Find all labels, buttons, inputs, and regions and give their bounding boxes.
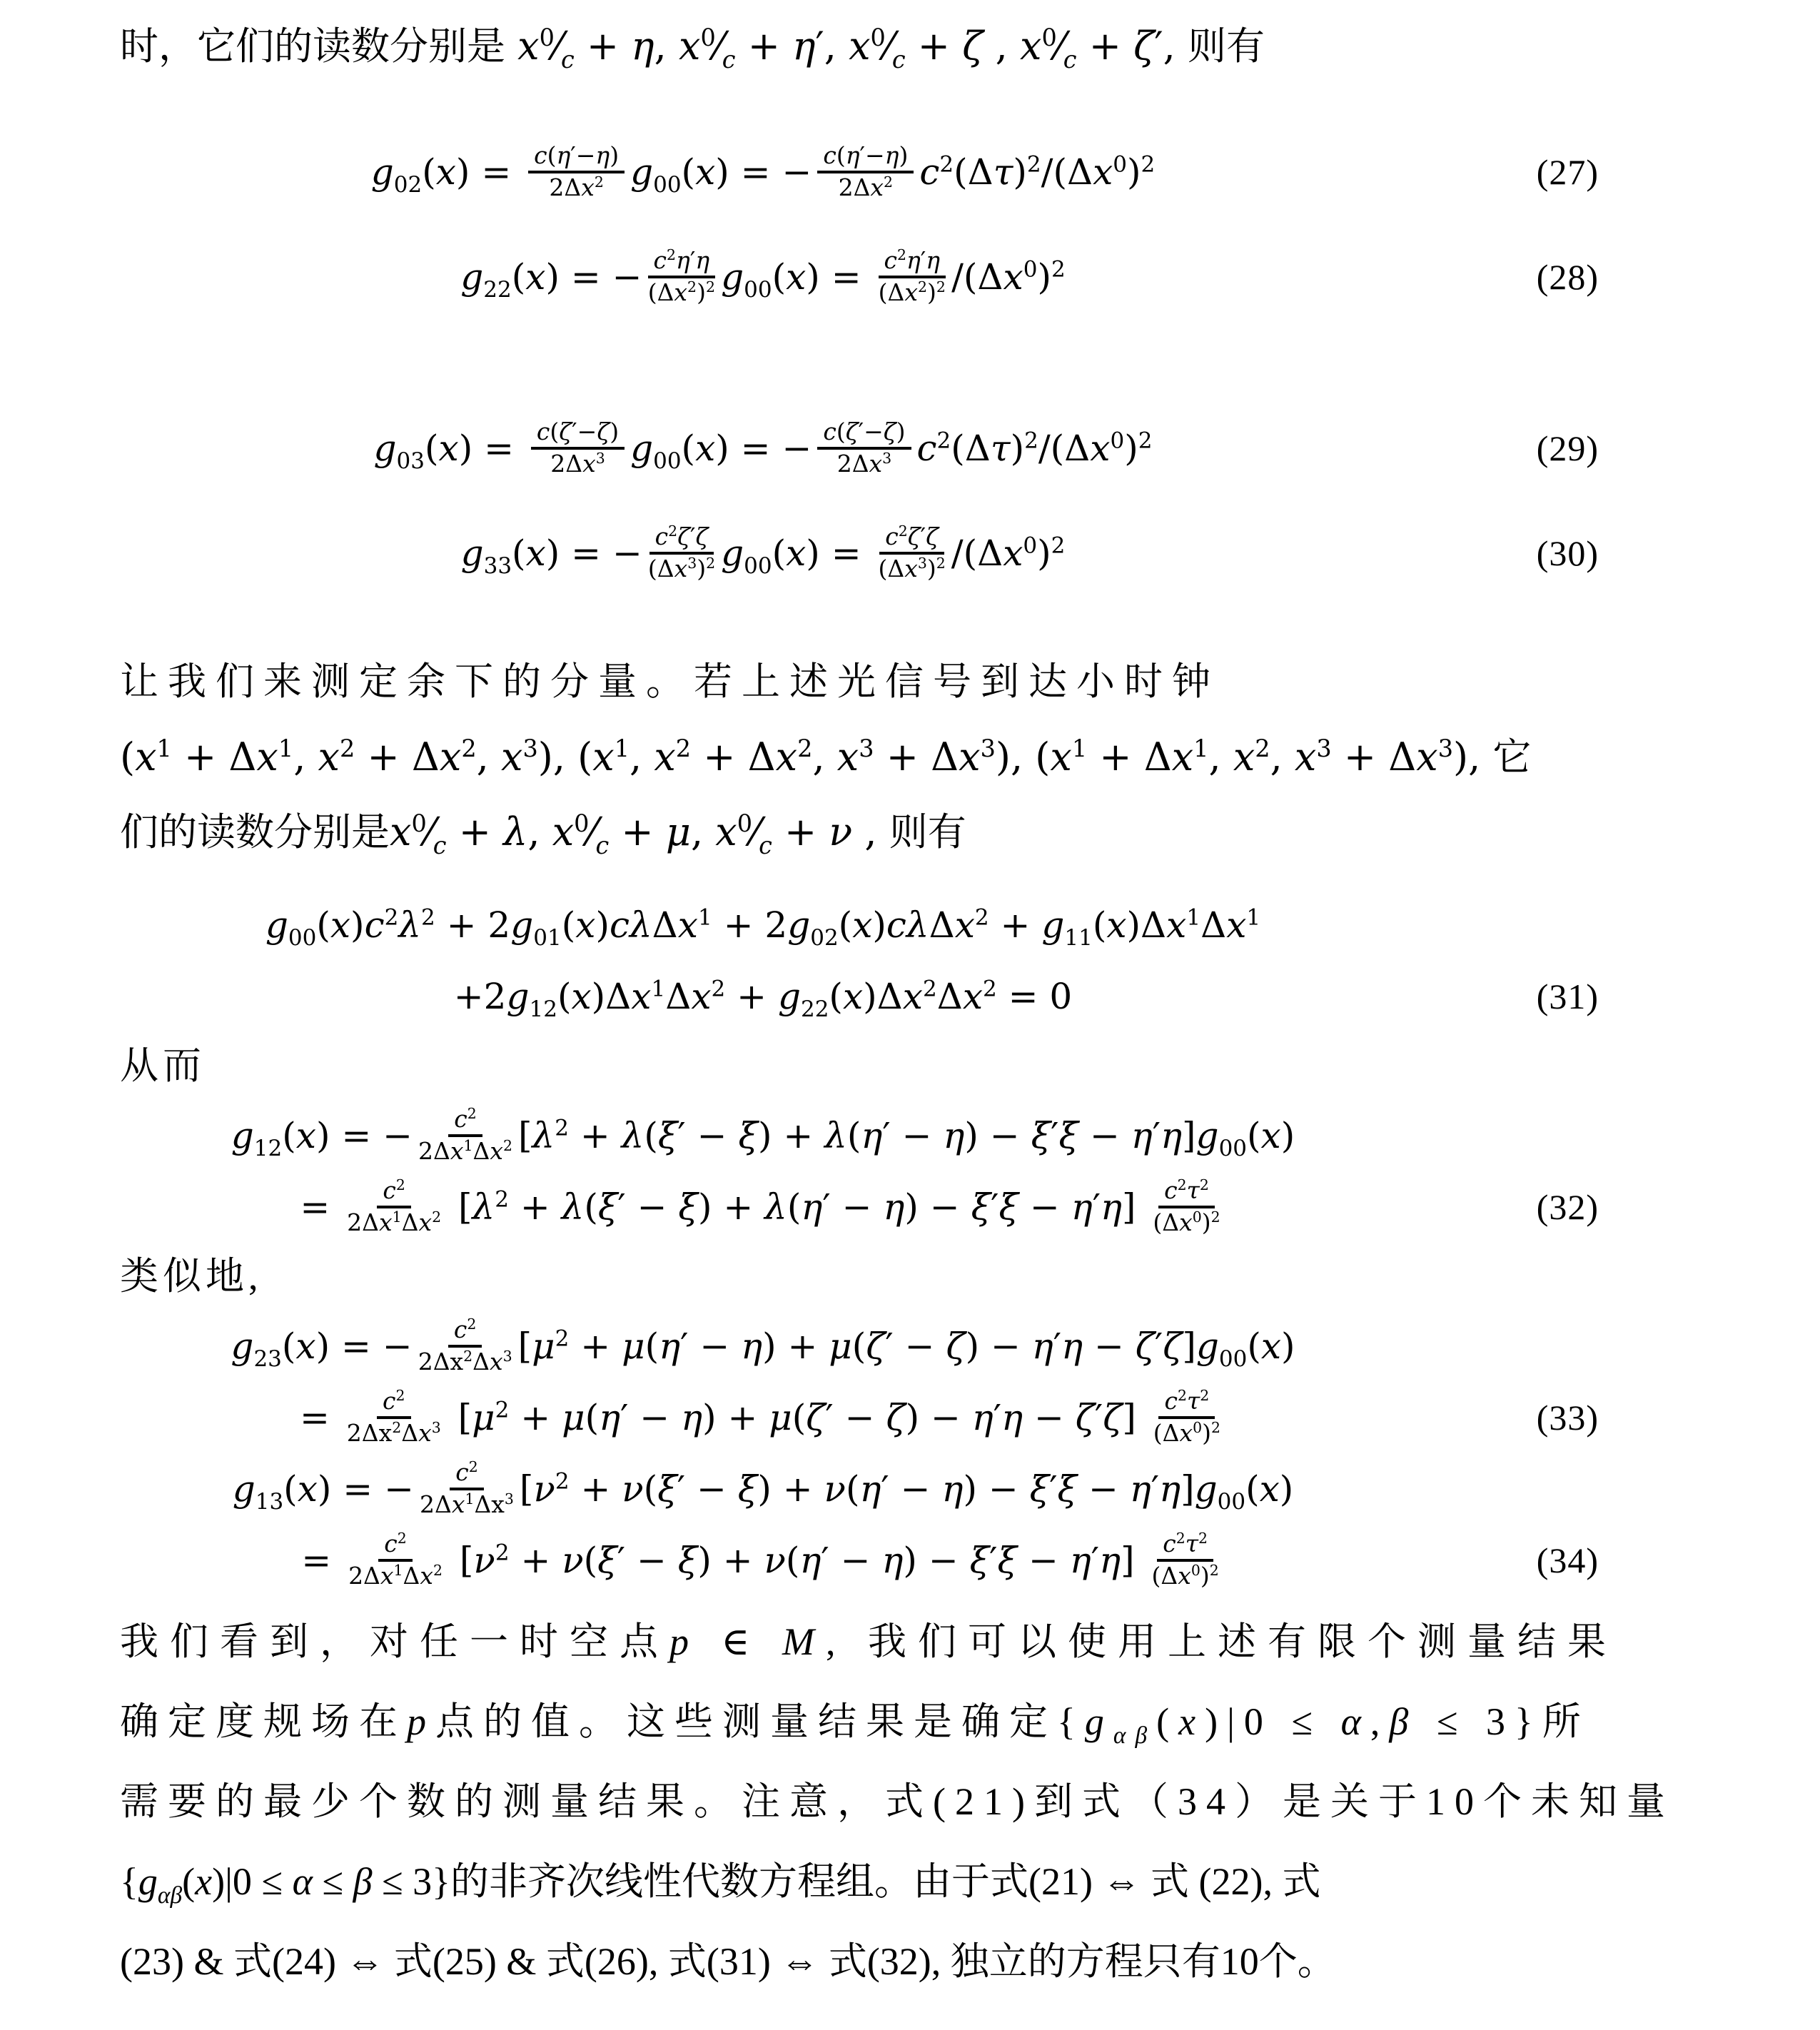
equation-27-number: (27) xyxy=(1536,152,1599,192)
equation-34 xyxy=(120,1453,1706,1596)
equation-34-number: (34) xyxy=(1536,1540,1599,1580)
equation-27-line xyxy=(120,139,1706,205)
equation-34-line-2 xyxy=(120,1525,1706,1596)
equation-30-math: $g_{33}(x)$ = − $\frac{c^2\zeta'\zeta}{(\Delta x^3)^2}$ $g_{00}(x)$ = $\frac{c^2\zeta'\zeta}{(\Delta x^3)^2}$ $/(\Delta x^0)^2$ xyxy=(460,522,1066,583)
equation-32-math-1: $g_{12}(x)$ = − $\frac{c^2}{2\Delta x^1\Delta x^2}$ $[\lambda^2 + \lambda(\xi' - \xi) + \lambda(\eta' - \eta) - \xi'\xi - \eta'\eta]g_{00}(x)$ xyxy=(231,1105,1295,1166)
equation-31-line-2 xyxy=(120,961,1706,1032)
connector-thus: 从而 xyxy=(120,1044,206,1087)
intro-line: 时，它们的读数分别是 $x^0⁄_c + \eta$, $x^0⁄_c + \eta'$, $x^0⁄_c + \zeta$ , $x^0⁄_c + \zeta'$, 则有 xyxy=(120,24,1265,74)
end-para-line-2: 确定度规场在p点的值。这些测量结果是确定$\{g_{\alpha\beta}(x)|0 \le \alpha,\beta \le 3\}$所 xyxy=(120,1700,1590,1749)
equation-34-math-2: = $\frac{c^2}{2\Delta x^1\Delta x^2}$ $[\nu^2 + \nu(\xi' - \xi) + \nu(\eta' - \eta) - \xi'\xi - \eta'\eta]$ $\frac{c^2\tau^2}{(\Delta x^0)^2}$ xyxy=(301,1530,1219,1590)
equation-32-line-2 xyxy=(120,1171,1706,1243)
equation-29-line xyxy=(120,415,1706,481)
equation-28-line xyxy=(120,244,1706,310)
equation-34-line-1 xyxy=(120,1453,1706,1525)
equation-30-line xyxy=(120,520,1706,586)
equation-32 xyxy=(120,1100,1706,1243)
equation-31-number: (31) xyxy=(1536,976,1599,1016)
equation-28 xyxy=(120,244,1706,310)
equation-28-math: $g_{22}(x)$ = − $\frac{c^2\eta'\eta}{(\Delta x^2)^2}$ $g_{00}(x)$ = $\frac{c^2\eta'\eta}{(\Delta x^2)^2}$ $/(\Delta x^0)^2$ xyxy=(460,246,1066,307)
equation-27-math: $g_{02}(x)$ = $\frac{c(\eta'-\eta)}{2\Delta x^2}$ $g_{00}(x)$ = − $\frac{c(\eta'-\eta)}{2\Delta x^2}$ $c^2(\Delta\tau)^2/(\Delta x^0)^2$ xyxy=(370,141,1156,202)
equation-31-math-2: $+2g_{12}(x)\Delta x^1\Delta x^2 + g_{22}(x)\Delta x^2\Delta x^2 = 0$ xyxy=(453,976,1073,1022)
mid-para-line-3: 们的读数分别是$x^0⁄_c + \lambda$, $x^0⁄_c + \mu$, $x^0⁄_c + \nu$ , 则有 xyxy=(120,809,966,859)
equation-33-line-2 xyxy=(120,1382,1706,1453)
paragraph-measure-remaining xyxy=(120,645,1706,869)
end-para-line-1: 我们看到，对任一时空点p ∈ M, 我们可以使用上述有限个测量结果 xyxy=(120,1620,1617,1663)
equation-33-math-2: = $\frac{c^2}{2\Delta x^2\Delta x^3}$ $[\mu^2 + \mu(\eta' - \eta) + \mu(\zeta' - \zeta) - \eta'\eta - \zeta'\zeta]$ $\frac{c^2\tau^2}{(\Delta x^0)^2}$ xyxy=(300,1387,1220,1448)
end-para-line-3: 需要的最少个数的测量结果。注意，式(21)到式（34）是关于10个未知量 xyxy=(120,1780,1674,1823)
equation-27 xyxy=(120,139,1706,205)
equation-30-number: (30) xyxy=(1536,533,1599,573)
equation-30 xyxy=(120,520,1706,586)
mid-para-line-2: ($x^1 + \Delta x^1$, $x^2 + \Delta x^2$, $x^3$), ($x^1$, $x^2 + \Delta x^2$, $x^3 + \Delta x^3$), ($x^1 + \Delta x^1$, $x^2$, $x^3 + \Delta x^3$), 它 xyxy=(120,734,1532,779)
equation-31-math-1: $g_{00}(x)c^2\lambda^2 + 2g_{01}(x)c\lambda\Delta x^1 + 2g_{02}(x)c\lambda\Delta x^2 + g_{11}(x)\Delta x^1\Delta x^1$ xyxy=(265,904,1261,951)
equation-29-number: (29) xyxy=(1536,428,1599,468)
equation-32-line-1 xyxy=(120,1100,1706,1171)
mid-para-line-1: 让我们来测定余下的分量。若上述光信号到达小时钟 xyxy=(120,660,1220,703)
equation-29-math: $g_{03}(x)$ = $\frac{c(\zeta'-\zeta)}{2\Delta x^3}$ $g_{00}(x)$ = − $\frac{c(\zeta'-\zeta)}{2\Delta x^3}$ $c^2(\Delta\tau)^2/(\Delta x^0)^2$ xyxy=(373,418,1153,478)
connector-similarly: 类似地, xyxy=(120,1255,263,1298)
equation-32-number: (32) xyxy=(1536,1187,1599,1227)
equation-33-number: (33) xyxy=(1536,1398,1599,1438)
equation-31 xyxy=(120,889,1706,1032)
equation-32-math-2: = $\frac{c^2}{2\Delta x^1\Delta x^2}$ $[\lambda^2 + \lambda(\xi' - \xi) + \lambda(\eta' - \eta) - \xi'\xi - \eta'\eta]$ $\frac{c^2\tau^2}{(\Delta x^0)^2}$ xyxy=(300,1176,1220,1237)
equation-28-number: (28) xyxy=(1536,257,1599,297)
equation-29 xyxy=(120,415,1706,481)
equation-34-math-1: $g_{13}(x)$ = − $\frac{c^2}{2\Delta x^1\Delta x^3}$ $[\nu^2 + \nu(\xi' - \xi) + \nu(\eta' - \eta) - \xi'\xi - \eta'\eta]g_{00}(x)$ xyxy=(232,1458,1294,1519)
equation-31-line-1 xyxy=(120,889,1706,961)
end-para-line-4: $\{g_{\alpha\beta}(x)|0 \le \alpha \le \beta \le 3\}$的非齐次线性代数方程组。由于式(21) ⇔ 式 (22), 式 xyxy=(120,1860,1321,1909)
equation-33-math-1: $g_{23}(x)$ = − $\frac{c^2}{2\Delta x^2\Delta x^3}$ $[\mu^2 + \mu(\eta' - \eta) + \mu(\zeta' - \zeta) - \eta'\eta - \zeta'\zeta]g_{00}(x)$ xyxy=(231,1316,1295,1376)
equation-33 xyxy=(120,1311,1706,1453)
end-para-line-5: (23) & 式(24) ⇔ 式(25) & 式(26), 式(31) ⇔ 式(32), 独立的方程只有10个。 xyxy=(120,1940,1336,1983)
paragraph-conclusion xyxy=(120,1602,1706,2001)
equation-33-line-1 xyxy=(120,1311,1706,1382)
